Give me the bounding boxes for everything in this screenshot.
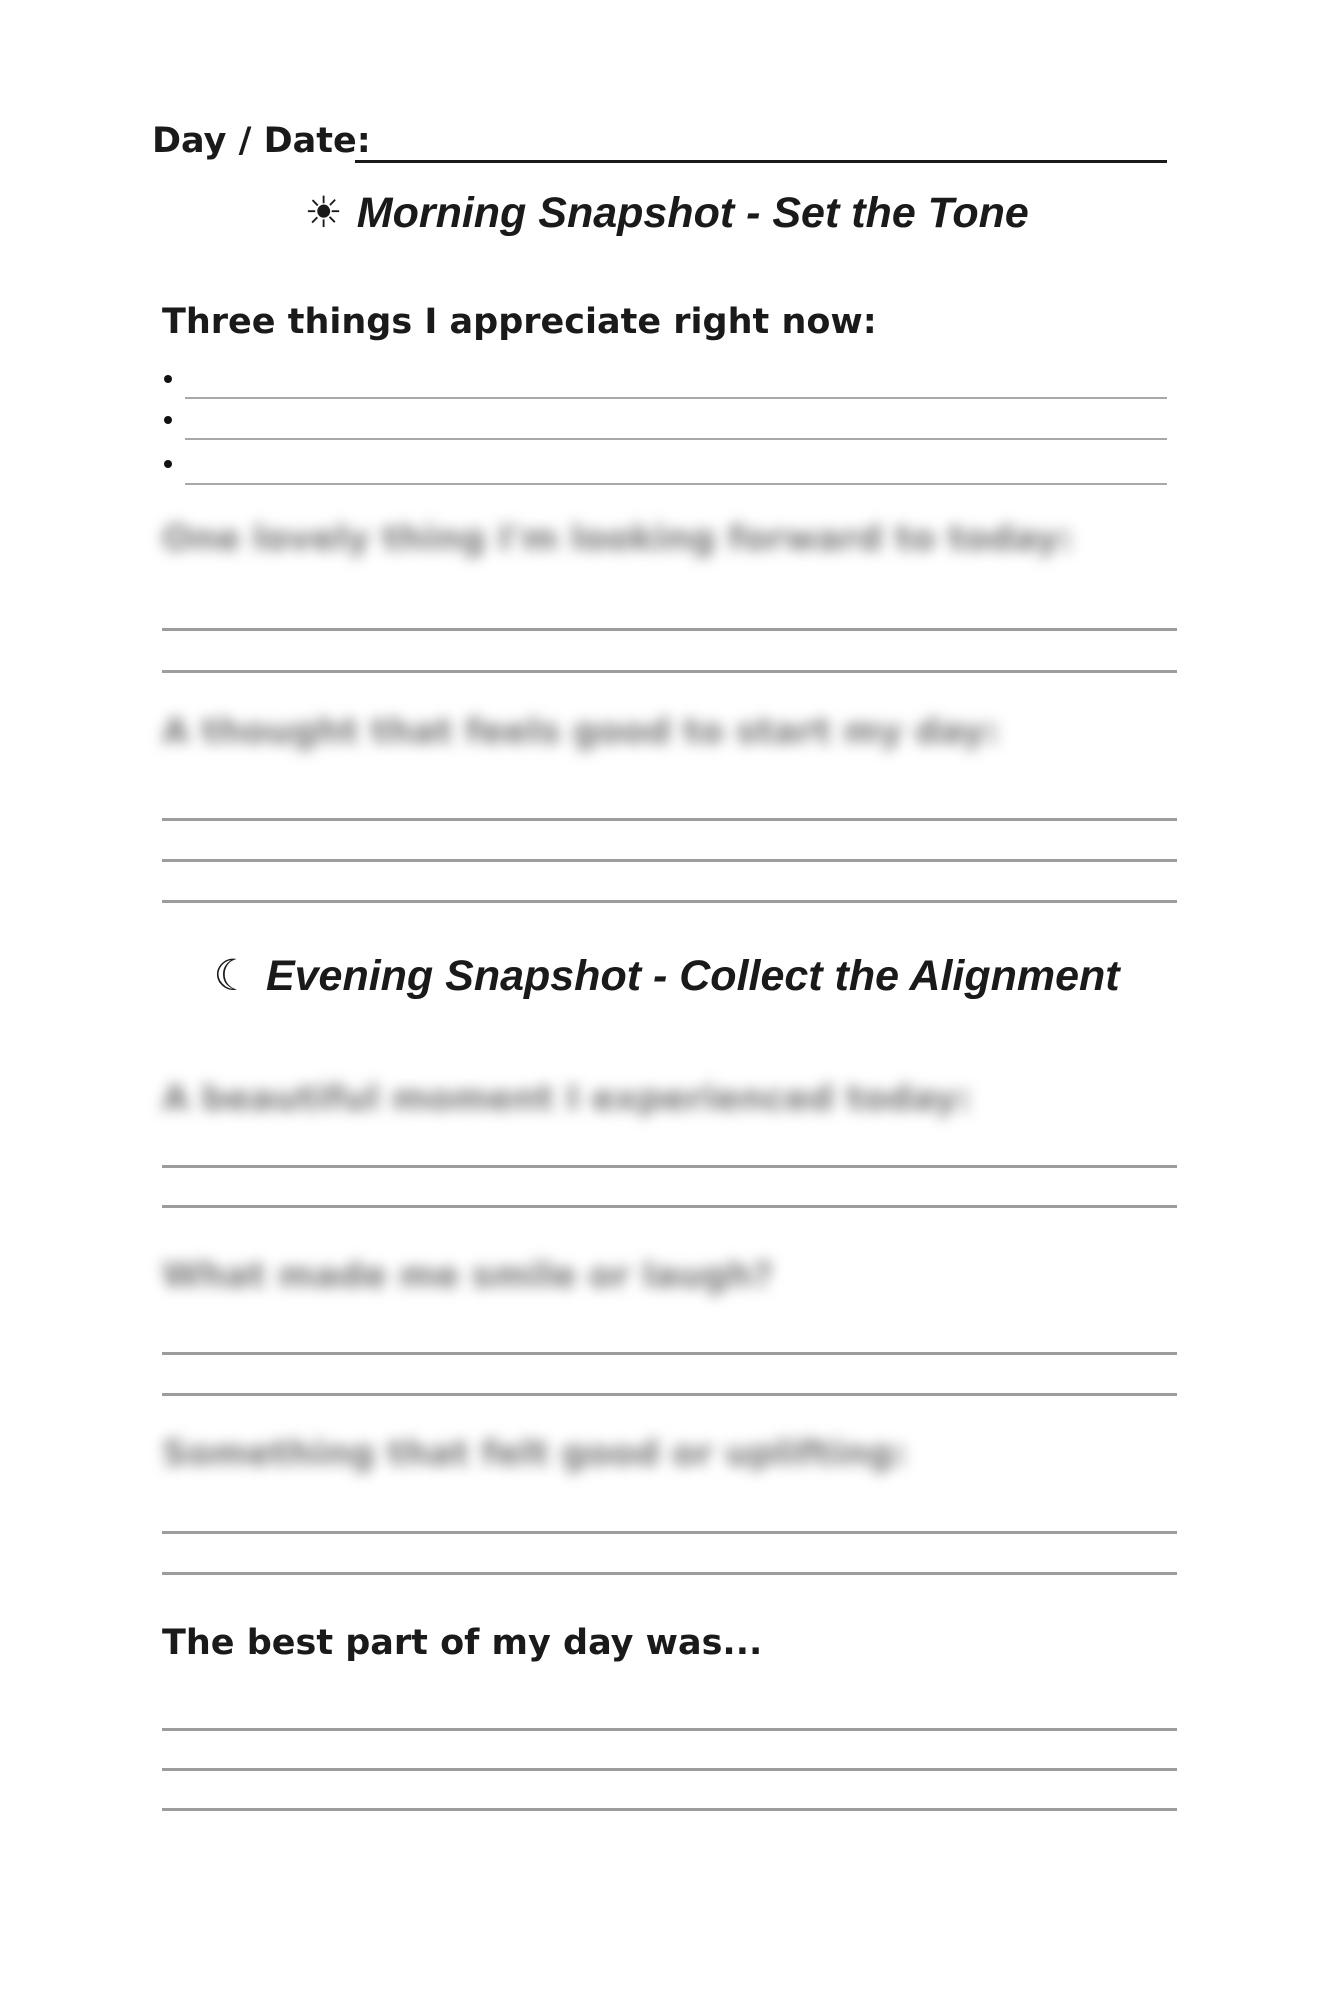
moment-prompt: A beautiful moment I experienced today: bbox=[162, 1079, 972, 1119]
bullet-3 bbox=[164, 460, 172, 468]
best-part-prompt: The best part of my day was... bbox=[162, 1623, 763, 1663]
evening-title-text: Evening Snapshot - Collect the Alignment bbox=[265, 952, 1120, 1000]
smile-line-1[interactable] bbox=[162, 1352, 1177, 1355]
thought-line-1[interactable] bbox=[162, 818, 1177, 821]
sun-icon: ☀ bbox=[304, 189, 343, 237]
thought-line-3[interactable] bbox=[162, 900, 1177, 903]
uplifting-line-2[interactable] bbox=[162, 1572, 1177, 1575]
morning-title-text: Morning Snapshot - Set the Tone bbox=[356, 189, 1029, 237]
best-part-line-2[interactable] bbox=[162, 1768, 1177, 1771]
morning-section-title bbox=[0, 189, 1333, 237]
uplifting-line-1[interactable] bbox=[162, 1531, 1177, 1534]
appreciate-line-1[interactable] bbox=[185, 397, 1167, 399]
forward-line-1[interactable] bbox=[162, 628, 1177, 631]
moon-icon: ☾ bbox=[213, 952, 252, 1000]
smile-line-2[interactable] bbox=[162, 1393, 1177, 1396]
evening-section-title bbox=[0, 952, 1333, 1000]
bullet-2 bbox=[164, 416, 172, 424]
date-label: Day / Date: bbox=[152, 121, 371, 161]
moment-line-1[interactable] bbox=[162, 1165, 1177, 1168]
forward-prompt: One lovely thing I'm looking forward to today: bbox=[162, 519, 1074, 559]
date-field[interactable] bbox=[355, 160, 1167, 163]
bullet-1 bbox=[164, 375, 172, 383]
appreciate-line-2[interactable] bbox=[185, 438, 1167, 440]
appreciate-line-3[interactable] bbox=[185, 483, 1167, 485]
best-part-line-3[interactable] bbox=[162, 1808, 1177, 1811]
moment-line-2[interactable] bbox=[162, 1205, 1177, 1208]
thought-prompt: A thought that feels good to start my day: bbox=[162, 712, 1000, 752]
forward-line-2[interactable] bbox=[162, 670, 1177, 673]
best-part-line-1[interactable] bbox=[162, 1728, 1177, 1731]
thought-line-2[interactable] bbox=[162, 859, 1177, 862]
smile-prompt: What made me smile or laugh? bbox=[162, 1256, 774, 1296]
appreciate-prompt: Three things I appreciate right now: bbox=[162, 302, 877, 342]
uplifting-prompt: Something that felt good or uplifting: bbox=[162, 1434, 908, 1474]
